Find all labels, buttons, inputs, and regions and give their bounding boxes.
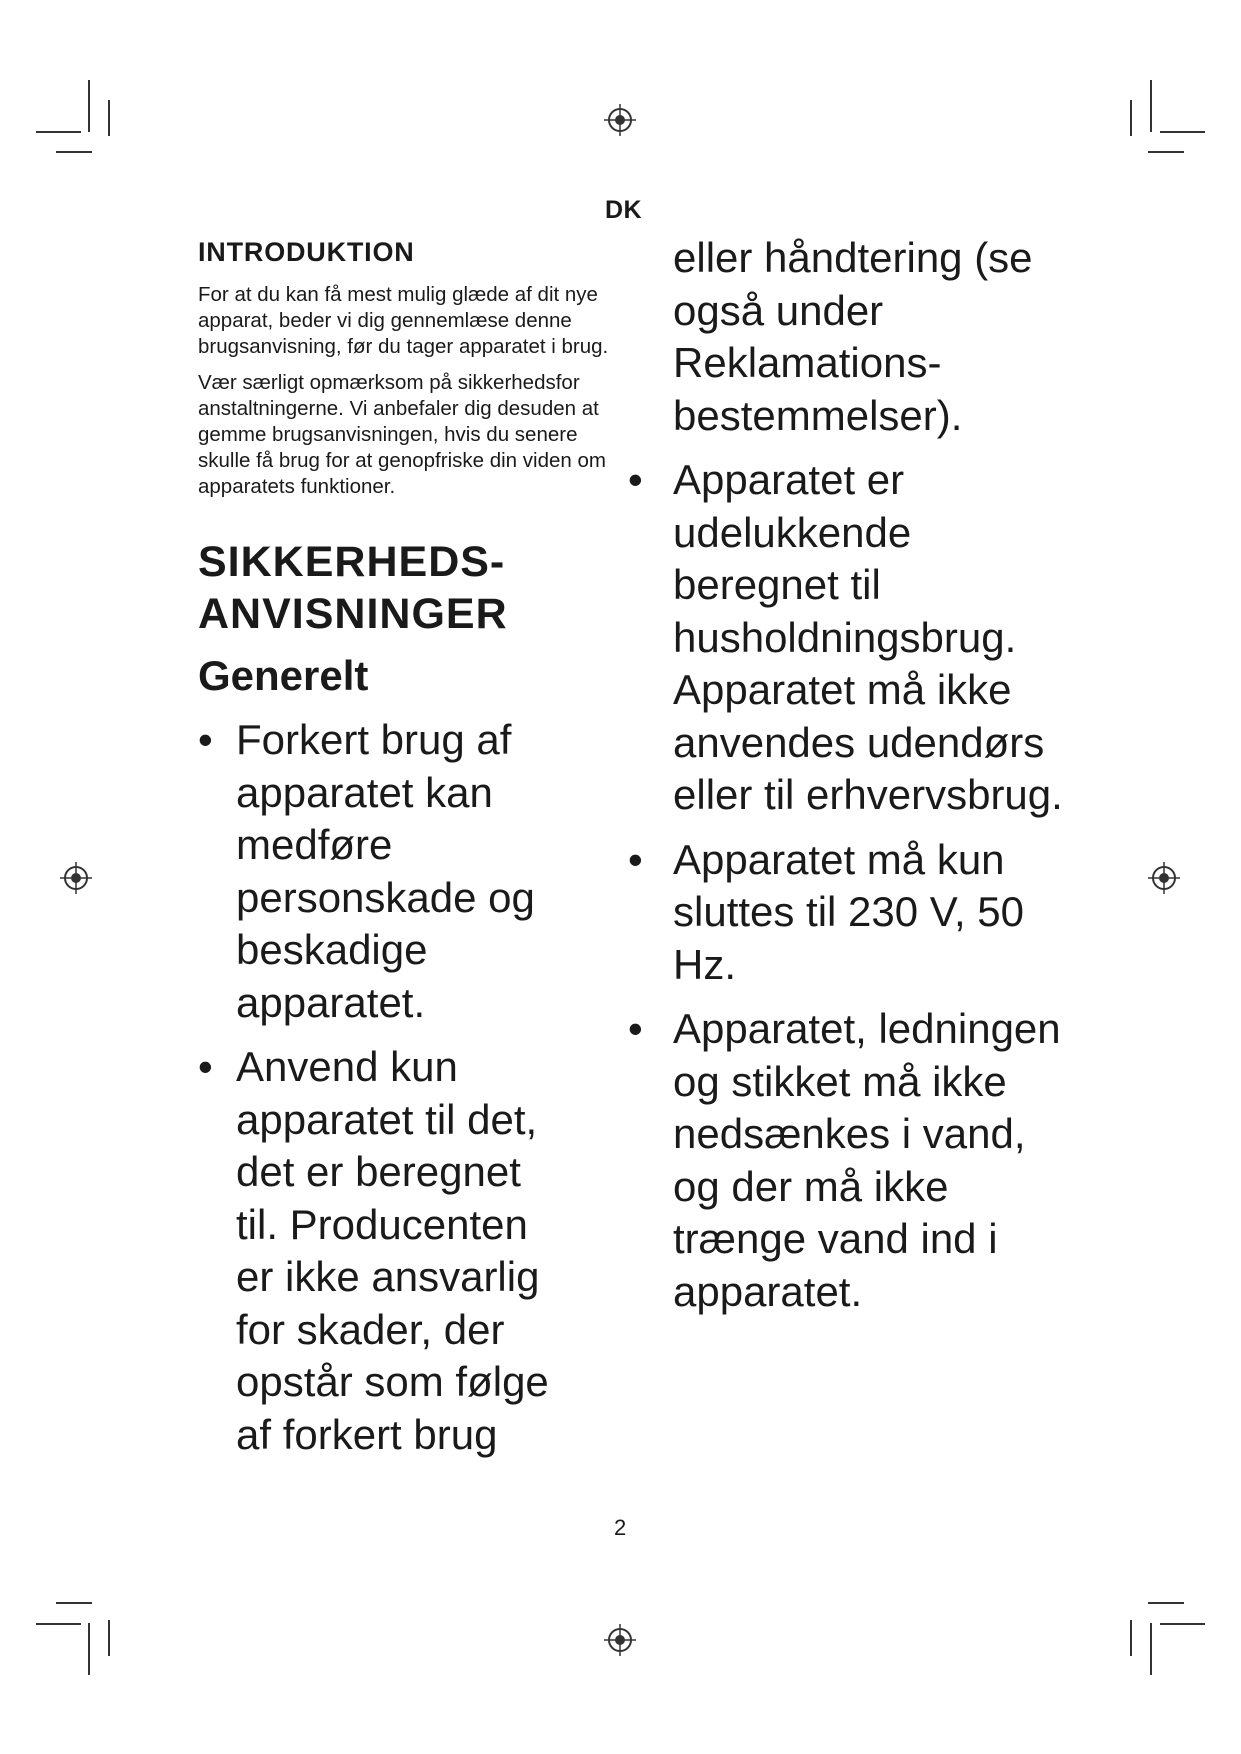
- list-item: [628, 834, 1073, 992]
- bullet-continuation-text: eller håndtering (se også under Reklamations-bestemmelser).: [673, 234, 1033, 439]
- crop-mark-top-right-v2: [1130, 100, 1132, 136]
- crop-mark-top-right-v: [1150, 80, 1152, 132]
- bullet-icon: •: [198, 716, 213, 763]
- intro-paragraph: For at du kan få mest mulig glæde af dit nye apparat, beder vi dig gennemlæse denne brugsanvisning, før du tager apparatet i brug.: [198, 283, 609, 358]
- page-number: 2: [614, 1515, 627, 1540]
- crop-mark-top-left-h: [36, 131, 81, 133]
- bullet-text: Apparatet er udelukkende beregnet til husholdningsbrug. Apparatet må ikke anvendes udendørs eller til erhvervsbrug.: [673, 456, 1063, 818]
- bullet-icon: •: [628, 1005, 643, 1052]
- safety-bullet-list: [198, 714, 638, 1461]
- list-item: [628, 454, 1073, 822]
- crop-mark-bottom-left-v2: [108, 1620, 110, 1656]
- language-code: DK: [605, 196, 643, 224]
- safety-heading: SIKKERHEDS-ANVISNINGER: [198, 538, 508, 638]
- crop-mark-bottom-right-v: [1150, 1623, 1152, 1675]
- bullet-text: Apparatet må kun sluttes til 230 V, 50 Hz.: [673, 835, 1025, 988]
- crop-mark-bottom-right-h: [1160, 1623, 1205, 1625]
- crop-mark-top-left-h2: [56, 151, 92, 153]
- safety-subheading: Generelt: [198, 652, 369, 699]
- list-item: [198, 714, 556, 1029]
- crop-mark-top-left-v2: [108, 100, 110, 136]
- crop-mark-bottom-left-h: [36, 1623, 81, 1625]
- crosshair-target-icon: [604, 104, 636, 136]
- crosshair-target-icon: [1148, 862, 1180, 894]
- left-column: [198, 236, 638, 1473]
- safety-bullet-list: [628, 454, 1088, 1318]
- bullet-icon: •: [628, 456, 643, 503]
- bullet-text: Apparatet, ledningen og stikket må ikke nedsænkes i vand, og der må ikke trænge vand ind i apparatet.: [673, 1005, 1061, 1315]
- list-item: [198, 1041, 556, 1461]
- bullet-icon: •: [628, 835, 643, 883]
- crop-mark-bottom-right-v2: [1130, 1620, 1132, 1656]
- crop-mark-bottom-right-h2: [1148, 1602, 1184, 1604]
- bullet-icon: •: [198, 1043, 213, 1090]
- intro-paragraph: Vær særligt opmærksom på sikkerhedsfor anstaltningerne. Vi anbefaler dig desuden at gemme brugsanvisningen, hvis du senere skulle få brug for at genopfriske din viden om apparatets funktioner.: [198, 371, 606, 498]
- bullet-text: Forkert brug af apparatet kan medføre personskade og beskadige apparatet.: [236, 716, 535, 1026]
- bullet-text: Anvend kun apparatet til det, det er beregnet til. Producenten er ikke ansvarlig for skader, der opstår som følge af forkert brug: [236, 1043, 549, 1458]
- crop-mark-bottom-left-v: [88, 1623, 90, 1675]
- crop-mark-top-left-v: [88, 80, 90, 132]
- crop-mark-top-right-h2: [1148, 151, 1184, 153]
- list-item: [628, 1003, 1073, 1318]
- crop-mark-top-right-h: [1160, 131, 1205, 133]
- right-column: [628, 232, 1088, 1330]
- crosshair-target-icon: [60, 862, 92, 894]
- crop-mark-bottom-left-h2: [56, 1602, 92, 1604]
- intro-heading: INTRODUKTION: [198, 237, 415, 267]
- crosshair-target-icon: [604, 1624, 636, 1656]
